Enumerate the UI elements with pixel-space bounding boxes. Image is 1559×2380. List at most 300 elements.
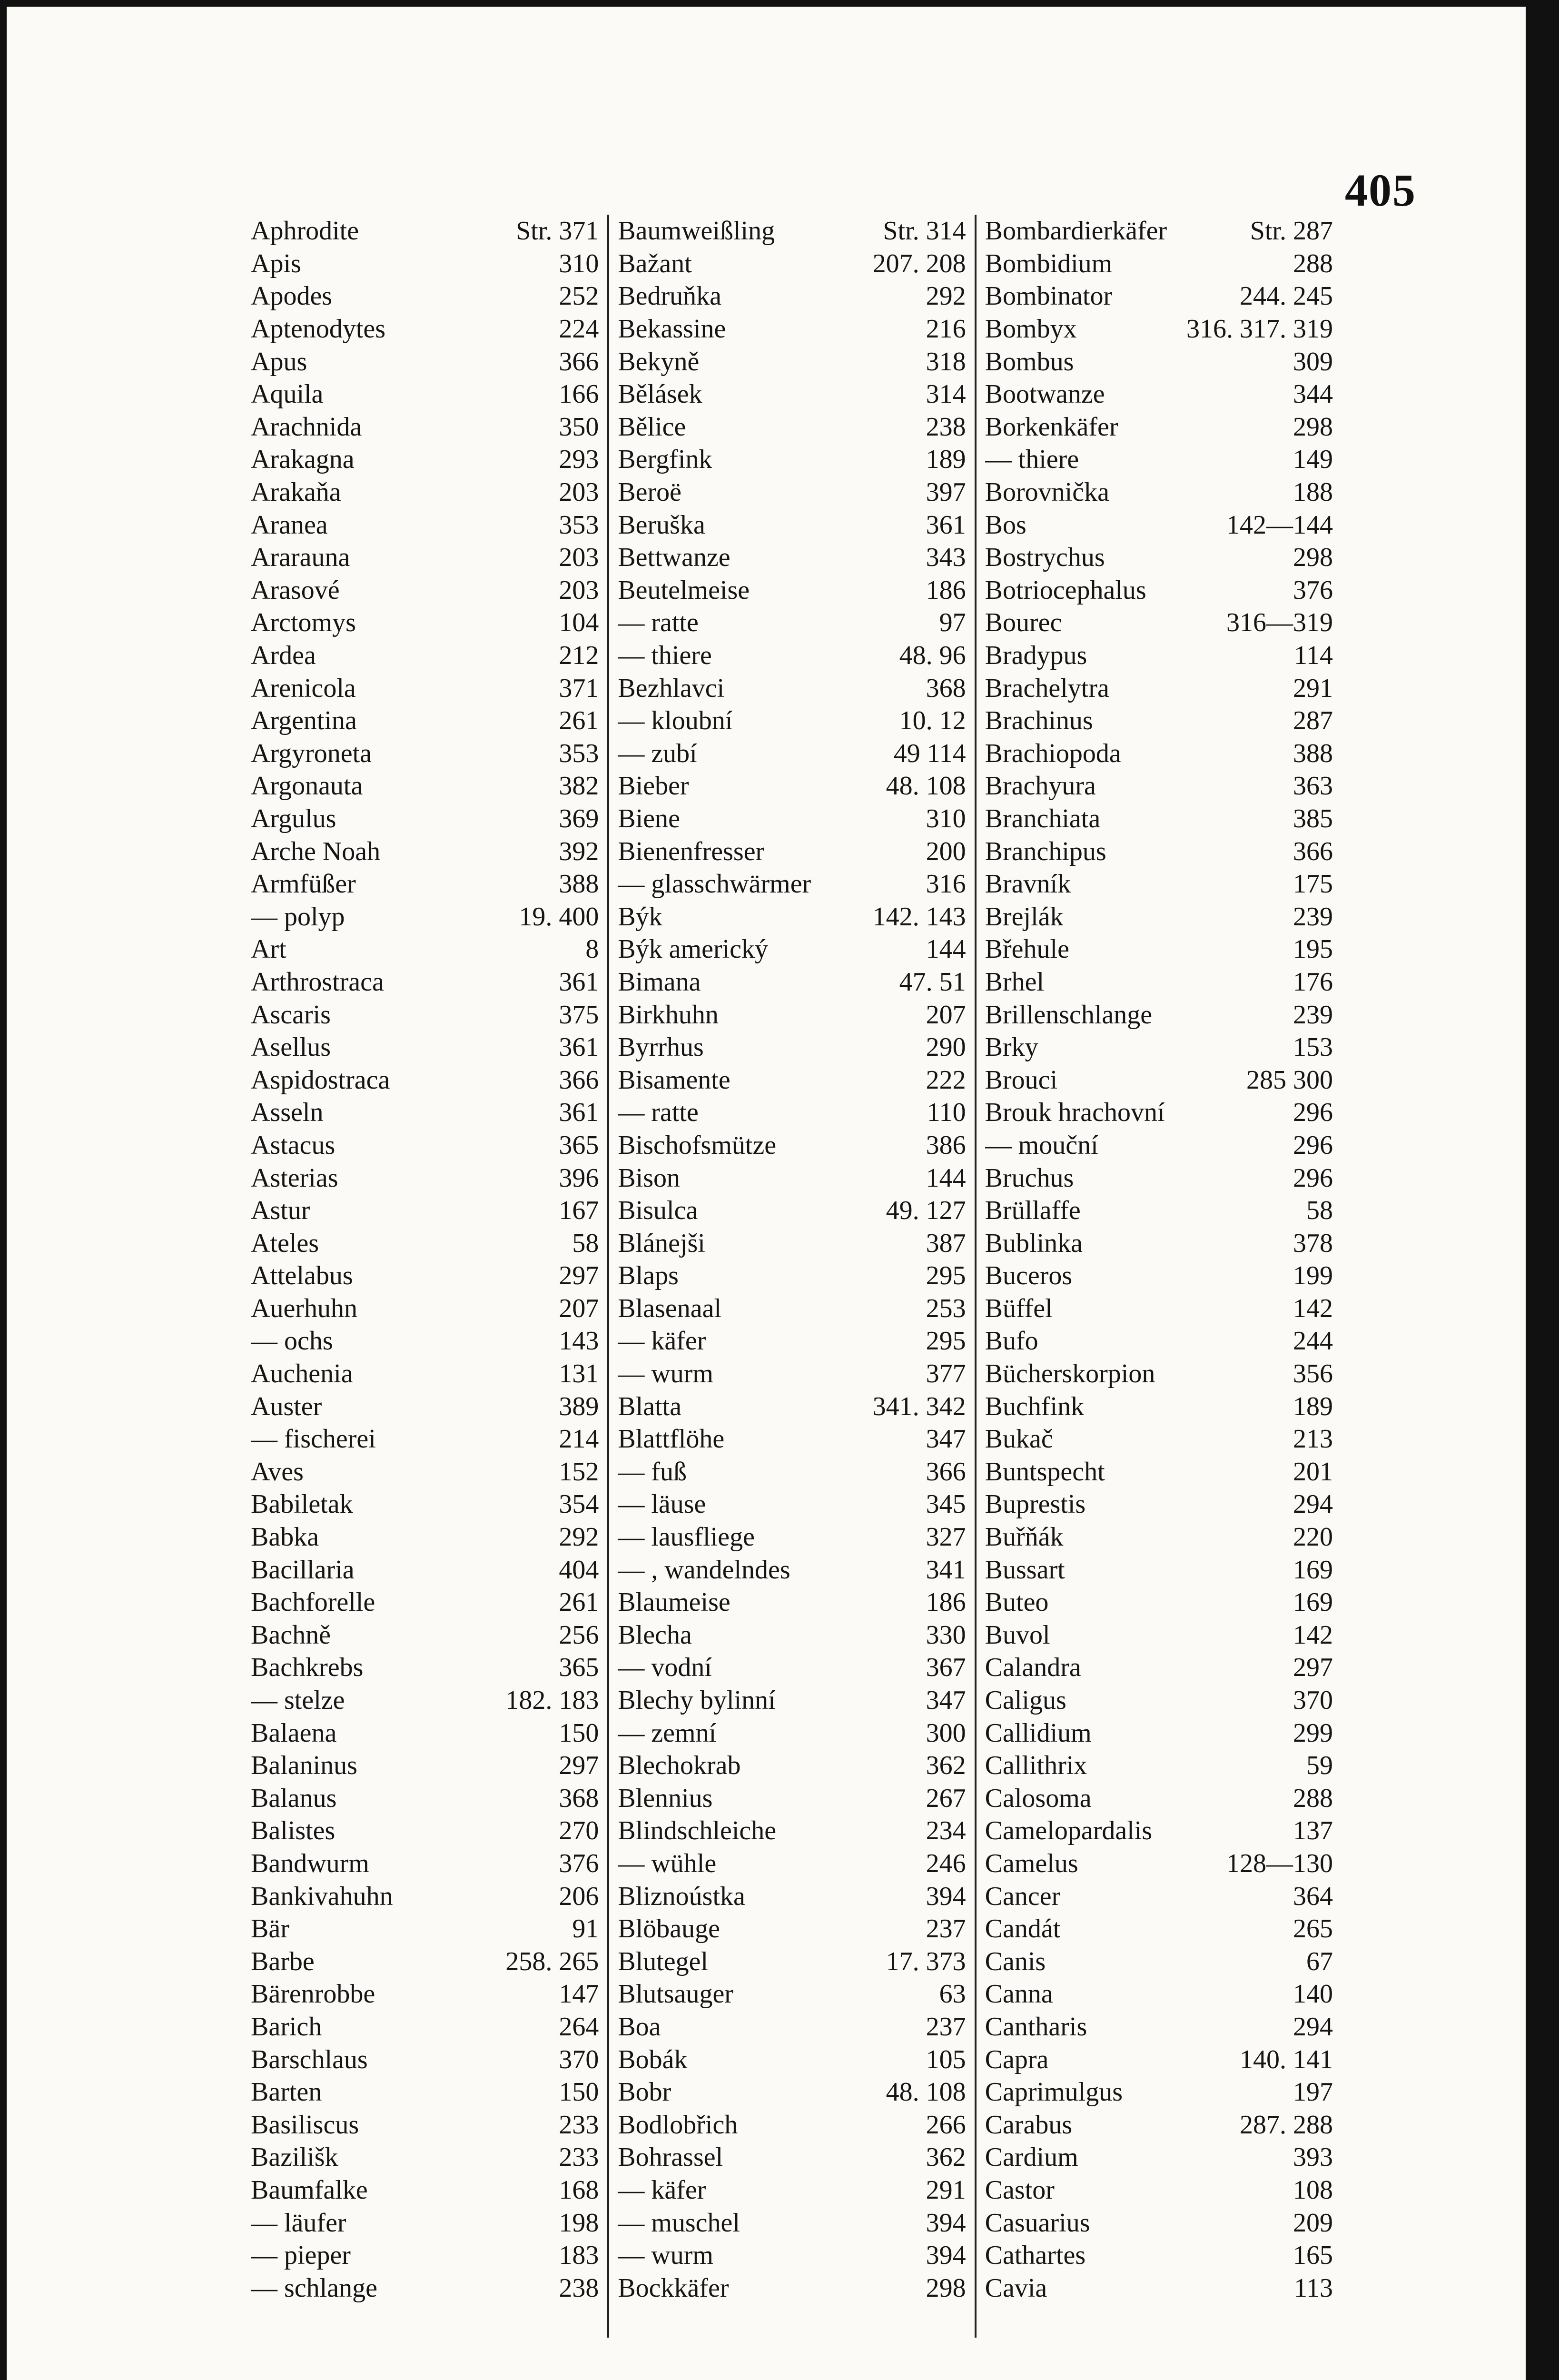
index-entry — [985, 1259, 1333, 1292]
entry-term: Baumfalke — [251, 2175, 368, 2205]
entry-term: Bär — [251, 1914, 289, 1944]
entry-pages: 287 — [1293, 706, 1333, 736]
entry-term: Bienenfresser — [618, 836, 765, 866]
entry-pages: 182. 183 — [505, 1686, 599, 1716]
entry-pages: 201 — [1293, 1457, 1333, 1487]
entry-term: Cardium — [985, 2142, 1078, 2172]
entry-term: Callidium — [985, 1718, 1092, 1748]
entry-term: Bekassine — [618, 314, 726, 344]
entry-term: Asellus — [251, 1032, 331, 1062]
index-entry — [251, 966, 599, 999]
entry-pages: 144 — [926, 934, 966, 964]
entry-pages: 114 — [1294, 641, 1333, 671]
index-entry — [618, 1815, 966, 1847]
entry-term: Blatta — [618, 1391, 682, 1421]
entry-term: Blaumeise — [618, 1587, 730, 1617]
entry-pages: 294 — [1293, 2012, 1333, 2042]
entry-term: — kloubní — [618, 706, 733, 736]
entry-pages: 113 — [1294, 2273, 1333, 2303]
entry-term: Arasové — [251, 575, 340, 605]
index-entry — [985, 345, 1333, 378]
entry-pages: 153 — [1293, 1032, 1333, 1062]
entry-term: Brejlák — [985, 902, 1064, 932]
entry-term: Babiletak — [251, 1489, 353, 1519]
entry-pages: 209 — [1293, 2208, 1333, 2238]
index-entry — [251, 1749, 599, 1782]
index-entry — [618, 345, 966, 378]
index-entry — [251, 1716, 599, 1749]
entry-pages: 291 — [1293, 673, 1333, 703]
index-entry — [985, 1194, 1333, 1227]
entry-pages: 378 — [1293, 1228, 1333, 1258]
entry-term: Brachyura — [985, 771, 1096, 801]
index-entry — [618, 998, 966, 1031]
entry-pages: 19. 400 — [519, 902, 599, 932]
entry-term: Apodes — [251, 281, 333, 311]
entry-term: Býk americký — [618, 934, 769, 964]
entry-term: Blecha — [618, 1620, 692, 1650]
entry-term: Arche Noah — [251, 836, 381, 866]
entry-term: Borovnička — [985, 477, 1109, 507]
index-entry — [618, 1619, 966, 1652]
entry-term: Beutelmeise — [618, 575, 750, 605]
entry-pages: 91 — [572, 1914, 599, 1944]
entry-pages: 288 — [1293, 1783, 1333, 1813]
index-entry — [251, 606, 599, 639]
index-entry — [985, 1227, 1333, 1259]
index-entry — [985, 508, 1333, 541]
index-entry — [618, 2011, 966, 2043]
entry-pages: 234 — [926, 1816, 966, 1846]
entry-pages: 292 — [926, 281, 966, 311]
index-entry — [251, 541, 599, 574]
entry-pages: 142 — [1293, 1620, 1333, 1650]
index-entry — [251, 998, 599, 1031]
entry-term: Arakaňa — [251, 477, 341, 507]
entry-pages: 298 — [1293, 543, 1333, 573]
entry-term: Aphrodite — [251, 216, 359, 246]
index-entry — [985, 1129, 1333, 1162]
entry-pages: 370 — [1293, 1686, 1333, 1716]
entry-term: Attelabus — [251, 1261, 353, 1291]
index-entry — [985, 1847, 1333, 1880]
entry-pages: 350 — [559, 412, 599, 442]
index-entry — [251, 2271, 599, 2304]
entry-term: — stelze — [251, 1686, 345, 1716]
index-entry — [618, 1521, 966, 1554]
entry-term: Balaena — [251, 1718, 337, 1748]
index-entry — [985, 1423, 1333, 1456]
index-entry — [251, 1161, 599, 1194]
entry-term: Bradypus — [985, 641, 1087, 671]
entry-term: Arthrostraca — [251, 967, 384, 997]
entry-pages: 287. 288 — [1239, 2110, 1333, 2140]
index-entry — [251, 1096, 599, 1129]
entry-pages: 375 — [559, 1000, 599, 1030]
entry-term: Bockkäfer — [618, 2273, 729, 2303]
entry-pages: 203 — [559, 575, 599, 605]
entry-term: Bergfink — [618, 445, 712, 475]
entry-pages: 206 — [559, 1881, 599, 1911]
entry-term: Blechy bylinní — [618, 1686, 776, 1716]
entry-pages: 239 — [1293, 1000, 1333, 1030]
index-entry — [618, 966, 966, 999]
index-entry — [251, 280, 599, 313]
entry-term: Biene — [618, 803, 680, 833]
entry-pages: 366 — [559, 1065, 599, 1095]
entry-term: — ratte — [618, 1098, 699, 1128]
entry-term: Brillenschlange — [985, 1000, 1153, 1030]
entry-term: Bärenrobbe — [251, 1979, 375, 2009]
entry-pages: 295 — [926, 1326, 966, 1356]
entry-pages: 310 — [559, 248, 599, 278]
entry-pages: 150 — [559, 1718, 599, 1748]
entry-term: Bücherskorpion — [985, 1359, 1155, 1389]
entry-pages: 143 — [559, 1326, 599, 1356]
entry-term: Blasenaal — [618, 1293, 722, 1323]
entry-term: Cathartes — [985, 2241, 1086, 2271]
entry-term: Bimana — [618, 967, 701, 997]
index-entry — [251, 1782, 599, 1815]
entry-term: Bažant — [618, 248, 692, 278]
entry-term: Brhel — [985, 967, 1045, 997]
index-entry — [251, 704, 599, 737]
entry-term: Bohrassel — [618, 2142, 723, 2172]
index-entry — [985, 1716, 1333, 1749]
entry-term: Auerhuhn — [251, 1293, 357, 1323]
index-entry — [985, 1390, 1333, 1423]
entry-term: Brachiopoda — [985, 738, 1121, 768]
entry-pages: 296 — [1293, 1130, 1333, 1160]
entry-term: Bombidium — [985, 248, 1113, 278]
index-entry — [618, 1129, 966, 1162]
index-entry — [618, 411, 966, 444]
entry-term: Bekyně — [618, 347, 700, 377]
entry-term: Bodlobřich — [618, 2110, 738, 2140]
entry-pages: 108 — [1293, 2175, 1333, 2205]
entry-pages: 207 — [559, 1293, 599, 1323]
index-entry — [985, 2271, 1333, 2304]
index-entry — [985, 2076, 1333, 2109]
entry-term: Barschlaus — [251, 2044, 368, 2074]
entry-pages: 144 — [926, 1163, 966, 1193]
entry-pages: 261 — [559, 1587, 599, 1617]
index-entry — [618, 1749, 966, 1782]
entry-pages: 347 — [926, 1424, 966, 1454]
index-entry — [985, 248, 1333, 280]
entry-term: — schlange — [251, 2273, 377, 2303]
entry-term: Cavia — [985, 2273, 1047, 2303]
entry-pages: 361 — [559, 1098, 599, 1128]
entry-term: — , wandelndes — [618, 1555, 790, 1585]
entry-term: Bootwanze — [985, 379, 1105, 409]
entry-term: Ardea — [251, 641, 316, 671]
page-number: 405 — [1345, 165, 1416, 216]
index-entry — [985, 476, 1333, 509]
entry-pages: 224 — [559, 314, 599, 344]
entry-term: Bufo — [985, 1326, 1038, 1356]
entry-term: Barten — [251, 2077, 322, 2107]
entry-term: Arachnida — [251, 412, 362, 442]
index-entry — [618, 1227, 966, 1259]
entry-pages: 175 — [1293, 869, 1333, 899]
entry-pages: 361 — [559, 1032, 599, 1062]
entry-pages: 377 — [926, 1359, 966, 1389]
entry-pages: 237 — [926, 1914, 966, 1944]
entry-term: — läufer — [251, 2208, 346, 2238]
index-entry — [618, 2206, 966, 2239]
index-entry — [985, 1161, 1333, 1194]
index-entry — [618, 672, 966, 704]
entry-pages: 67 — [1306, 1946, 1333, 1976]
entry-term: Bisamente — [618, 1065, 730, 1095]
index-entry — [251, 2108, 599, 2141]
entry-pages: 365 — [559, 1653, 599, 1683]
index-entry — [985, 1782, 1333, 1815]
entry-term: Basiliscus — [251, 2110, 359, 2140]
index-entry — [618, 1651, 966, 1684]
entry-pages: 265 — [1293, 1914, 1333, 1944]
entry-term: — wurm — [618, 2241, 713, 2271]
index-entry — [985, 639, 1333, 672]
index-entry — [618, 2108, 966, 2141]
entry-term: Bussart — [985, 1555, 1065, 1585]
entry-pages: 239 — [1293, 902, 1333, 932]
index-entry — [985, 1358, 1333, 1390]
entry-pages: 370 — [559, 2044, 599, 2074]
entry-pages: 394 — [926, 1881, 966, 1911]
entry-pages: 367 — [926, 1653, 966, 1683]
entry-term: Bliznoústka — [618, 1881, 745, 1911]
index-column-3 — [975, 215, 1342, 2338]
entry-pages: 362 — [926, 2142, 966, 2172]
entry-term: — käfer — [618, 2175, 706, 2205]
index-entry — [985, 737, 1333, 770]
index-entry — [985, 411, 1333, 444]
index-entry — [251, 443, 599, 476]
entry-term: — ratte — [618, 608, 699, 638]
entry-term: Býk — [618, 902, 662, 932]
entry-term: — fuß — [618, 1457, 687, 1487]
index-entry — [251, 770, 599, 803]
entry-pages: 246 — [926, 1848, 966, 1878]
entry-pages: 150 — [559, 2077, 599, 2107]
entry-pages: 270 — [559, 1816, 599, 1846]
index-entry — [618, 443, 966, 476]
entry-pages: 200 — [926, 836, 966, 866]
index-entry — [985, 2206, 1333, 2239]
entry-pages: 376 — [559, 1848, 599, 1878]
entry-pages: 389 — [559, 1391, 599, 1421]
entry-term: Buceros — [985, 1261, 1073, 1291]
entry-pages: 168 — [559, 2175, 599, 2205]
entry-pages: 142—144 — [1226, 510, 1333, 540]
index-entry — [251, 2174, 599, 2207]
entry-pages: 10. 12 — [899, 706, 966, 736]
entry-pages: 104 — [559, 608, 599, 638]
entry-term: Astur — [251, 1196, 310, 1226]
entry-term: Borkenkäfer — [985, 412, 1118, 442]
index-entry — [251, 1259, 599, 1292]
entry-term: Caprimulgus — [985, 2077, 1123, 2107]
index-entry — [618, 770, 966, 803]
entry-pages: 140 — [1293, 1979, 1333, 2009]
entry-term: — polyp — [251, 902, 345, 932]
entry-term: — glasschwärmer — [618, 869, 811, 899]
index-entry — [251, 1847, 599, 1880]
entry-pages: 341. 342 — [872, 1391, 966, 1421]
index-entry — [251, 248, 599, 280]
entry-pages: 369 — [559, 803, 599, 833]
entry-term: Ascaris — [251, 1000, 331, 1030]
index-entry — [618, 1847, 966, 1880]
index-entry — [618, 476, 966, 509]
entry-pages: 291 — [926, 2175, 966, 2205]
index-entry — [985, 443, 1333, 476]
index-entry — [985, 1586, 1333, 1619]
entry-term: Aves — [251, 1457, 304, 1487]
entry-term: Beroë — [618, 477, 682, 507]
entry-term: — lausfliege — [618, 1522, 755, 1552]
entry-pages: 142 — [1293, 1293, 1333, 1323]
index-entry — [251, 411, 599, 444]
entry-pages: 295 — [926, 1261, 966, 1291]
entry-pages: Str. 287 — [1250, 216, 1333, 246]
entry-pages: 366 — [926, 1457, 966, 1487]
index-entry — [985, 2011, 1333, 2043]
index-entry — [618, 508, 966, 541]
index-entry — [251, 313, 599, 346]
entry-pages: 244. 245 — [1239, 281, 1333, 311]
index-column-2 — [607, 215, 974, 2338]
index-entry — [618, 1978, 966, 2011]
index-entry — [618, 1194, 966, 1227]
entry-pages: 261 — [559, 706, 599, 736]
entry-pages: 356 — [1293, 1359, 1333, 1389]
entry-term: Casuarius — [985, 2208, 1090, 2238]
index-entry — [618, 248, 966, 280]
entry-pages: 296 — [1293, 1098, 1333, 1128]
entry-term: Camelus — [985, 1848, 1078, 1878]
entry-pages: 47. 51 — [899, 967, 966, 997]
index-entry — [251, 476, 599, 509]
index-entry — [251, 1292, 599, 1325]
index-entry — [251, 835, 599, 868]
index-entry — [251, 1129, 599, 1162]
entry-term: — thiere — [985, 445, 1079, 475]
entry-term: Buvol — [985, 1620, 1050, 1650]
entry-term: Brouk hrachovní — [985, 1098, 1165, 1128]
entry-term: Balaninus — [251, 1751, 357, 1781]
entry-pages: Str. 314 — [883, 216, 966, 246]
index-entry — [251, 2239, 599, 2272]
entry-term: Bombus — [985, 347, 1074, 377]
entry-term: Brüllaffe — [985, 1196, 1081, 1226]
entry-pages: 258. 265 — [505, 1946, 599, 1976]
entry-pages: 189 — [1293, 1391, 1333, 1421]
index-entry — [985, 1945, 1333, 1978]
entry-pages: 394 — [926, 2208, 966, 2238]
index-entry — [251, 1880, 599, 1913]
entry-term: Buteo — [985, 1587, 1049, 1617]
entry-term: Bostrychus — [985, 543, 1105, 573]
entry-pages: 371 — [559, 673, 599, 703]
entry-pages: 233 — [559, 2110, 599, 2140]
entry-pages: 58 — [1306, 1196, 1333, 1226]
entry-term: — wurm — [618, 1359, 713, 1389]
entry-pages: 252 — [559, 281, 599, 311]
entry-term: Brky — [985, 1032, 1038, 1062]
index-entry — [618, 900, 966, 933]
entry-term: Aspidostraca — [251, 1065, 390, 1095]
entry-pages: 386 — [926, 1130, 966, 1160]
entry-term: Argyroneta — [251, 738, 372, 768]
index-entry — [985, 900, 1333, 933]
index-entry — [985, 1913, 1333, 1945]
index-entry — [251, 1325, 599, 1358]
index-entry — [251, 2076, 599, 2109]
entry-pages: 394 — [926, 2241, 966, 2271]
entry-pages: 310 — [926, 803, 966, 833]
index-entry — [618, 1259, 966, 1292]
entry-pages: 290 — [926, 1032, 966, 1062]
entry-pages: 137 — [1293, 1816, 1333, 1846]
entry-pages: 388 — [1293, 738, 1333, 768]
index-entry — [985, 1488, 1333, 1521]
entry-pages: 152 — [559, 1457, 599, 1487]
index-entry — [985, 704, 1333, 737]
index-entry — [985, 215, 1333, 248]
index-entry — [985, 541, 1333, 574]
index-entry — [618, 868, 966, 901]
index-entry — [618, 1390, 966, 1423]
index-entry — [985, 1684, 1333, 1717]
entry-pages: 299 — [1293, 1718, 1333, 1748]
entry-pages: 353 — [559, 510, 599, 540]
entry-term: Canna — [985, 1979, 1053, 2009]
entry-pages: 288 — [1293, 248, 1333, 278]
index-entry — [618, 803, 966, 835]
entry-term: Barich — [251, 2012, 322, 2042]
entry-term: Blindschleiche — [618, 1816, 777, 1846]
entry-term: Aptenodytes — [251, 314, 386, 344]
entry-term: Brachelytra — [985, 673, 1109, 703]
entry-term: Astacus — [251, 1130, 335, 1160]
index-entry — [618, 1913, 966, 1945]
index-entry — [985, 1749, 1333, 1782]
index-entry — [985, 835, 1333, 868]
entry-pages: 128—130 — [1226, 1848, 1333, 1878]
entry-pages: 186 — [926, 1587, 966, 1617]
entry-pages: 216 — [926, 314, 966, 344]
index-entry — [985, 280, 1333, 313]
index-entry — [985, 2174, 1333, 2207]
entry-pages: 97 — [939, 608, 966, 638]
entry-term: Carabus — [985, 2110, 1073, 2140]
index-entry — [251, 1063, 599, 1096]
entry-term: Blechokrab — [618, 1751, 741, 1781]
index-entry — [985, 1521, 1333, 1554]
index-entry — [985, 378, 1333, 411]
entry-term: Bělásek — [618, 379, 702, 409]
entry-term: Canis — [985, 1946, 1046, 1976]
index-entry — [985, 606, 1333, 639]
entry-term: Bourec — [985, 608, 1062, 638]
entry-term: Apus — [251, 347, 307, 377]
entry-term: Auster — [251, 1391, 322, 1421]
entry-pages: 300 — [926, 1718, 966, 1748]
entry-term: Camelopardalis — [985, 1816, 1153, 1846]
